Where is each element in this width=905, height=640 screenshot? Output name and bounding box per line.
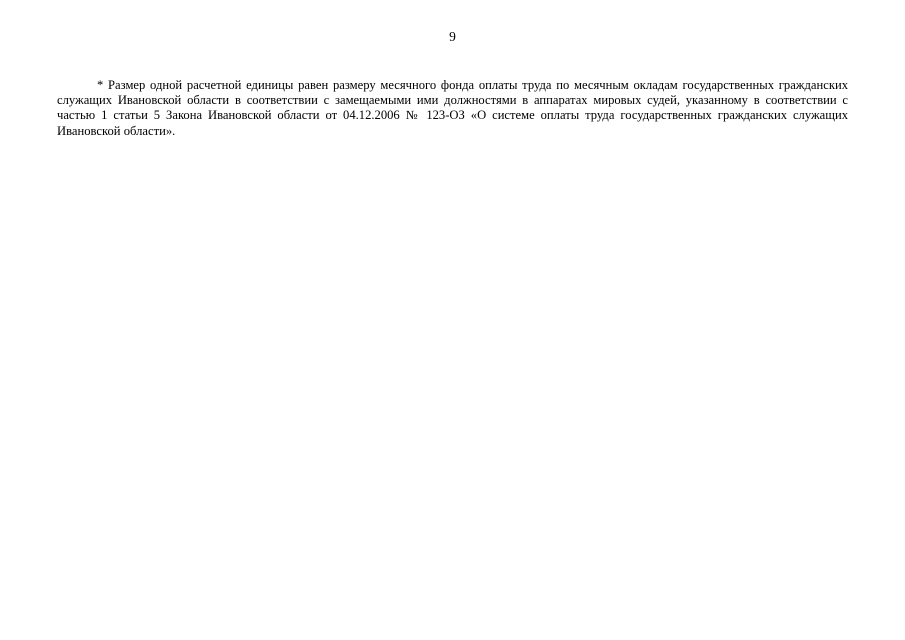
footnote-paragraph: * Размер одной расчетной единицы равен размеру месячного фонда оплаты труда по месячным окладам государственных гражданских служащих Ивановской области в соответствии с замещаемыми ими должностями в аппаратах мировых судей, указанному в соответствии с частью 1 статьи 5 Закона Ивановской области от 04.12.2006 № 123-ОЗ «О системе оплаты труда государственных гражданских служащих Ивановской области». <box>57 78 848 138</box>
document-body <box>57 78 848 139</box>
page-number: 9 <box>449 29 456 44</box>
